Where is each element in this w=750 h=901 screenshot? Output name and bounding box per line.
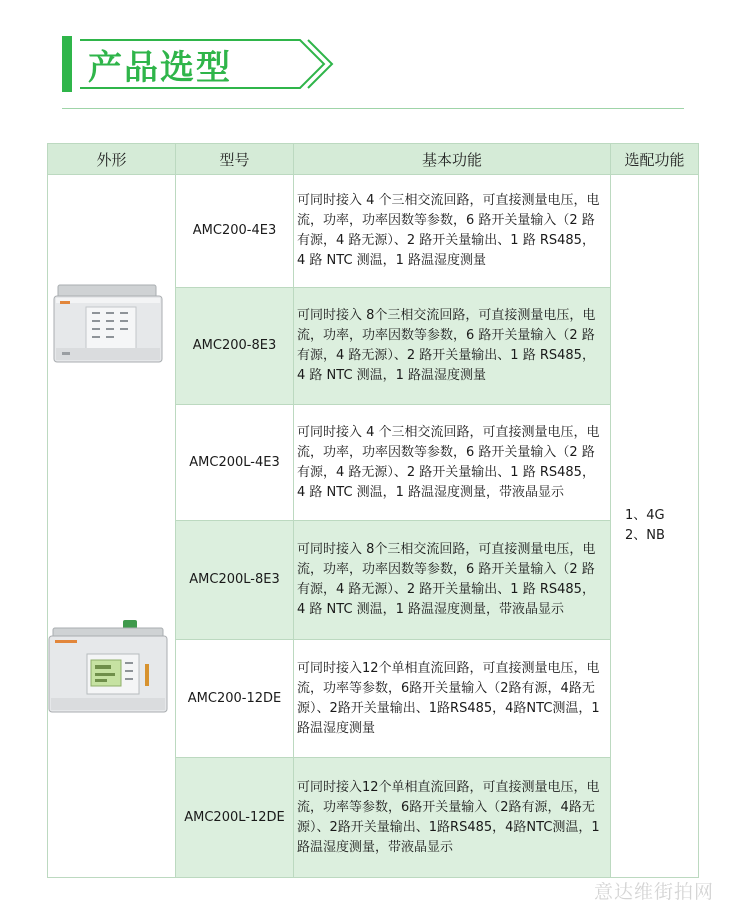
- model-cell: AMC200L-12DE: [176, 758, 294, 878]
- shape-cell: [48, 175, 176, 878]
- model-cell: AMC200-4E3: [176, 175, 294, 288]
- title-divider: [62, 108, 684, 109]
- device-image-amc200l: [47, 620, 171, 715]
- header-model: 型号: [176, 144, 294, 175]
- function-cell: 可同时接入 4 个三相交流回路，可直接测量电压，电流，功率，功率因数等参数，6 路开关量输入（2 路有源，4 路无源）、2 路开关量输出、1 路 RS485， 4 路 NTC 测温，1 路温湿度测量，带液晶显示: [294, 405, 611, 521]
- function-cell: 可同时接入 8个三相交流回路，可直接测量电压，电流，功率，功率因数等参数，6 路开关量输入（2 路有源，4 路无源）、2 路开关量输出、1 路 RS485， 4 路 NTC 测温，1 路温湿度测量，带液晶显示: [294, 521, 611, 640]
- header-option: 选配功能: [611, 144, 699, 175]
- header-function: 基本功能: [294, 144, 611, 175]
- watermark-text: 意达维街拍网: [594, 881, 715, 901]
- function-cell: 可同时接入 4 个三相交流回路，可直接测量电压，电流，功率，功率因数等参数，6 路开关量输入（2 路有源，4 路无源）、2 路开关量输出、1 路 RS485， 4 路 NTC 测温，1 路温湿度测量: [294, 175, 611, 288]
- table-header-row: [48, 144, 699, 175]
- model-cell: AMC200-12DE: [176, 640, 294, 758]
- section-title-text: 产品选型: [88, 48, 232, 88]
- model-cell: AMC200L-4E3: [176, 405, 294, 521]
- model-cell: AMC200L-8E3: [176, 521, 294, 640]
- title-accent-bar: [62, 36, 72, 92]
- header-shape: 外形: [48, 144, 176, 175]
- option-cell: [611, 175, 699, 878]
- function-cell: 可同时接入 8个三相交流回路，可直接测量电压，电流，功率，功率因数等参数，6 路开关量输入（2 路有源，4 路无源）、2 路开关量输出、1 路 RS485， 4 路 NTC 测温，1 路温湿度测量: [294, 288, 611, 405]
- function-cell: 可同时接入12个单相直流回路，可直接测量电压，电流，功率等参数，6路开关量输入（2路有源，4路无源）、2路开关量输出、1路RS485，4路NTC测温，1路温湿度测量，带液晶显示: [294, 758, 611, 878]
- table-row: [48, 175, 699, 288]
- model-cell: AMC200-8E3: [176, 288, 294, 405]
- option-nb: 2、NB: [625, 528, 665, 543]
- product-selection-table: [47, 143, 699, 878]
- function-cell: 可同时接入12个单相直流回路，可直接测量电压，电流，功率等参数，6路开关量输入（2路有源，4路无源）、2路开关量输出、1路RS485，4路NTC测温，1路温湿度测量: [294, 640, 611, 758]
- device-image-amc200: [52, 282, 168, 364]
- option-4g: 1、4G: [625, 508, 665, 523]
